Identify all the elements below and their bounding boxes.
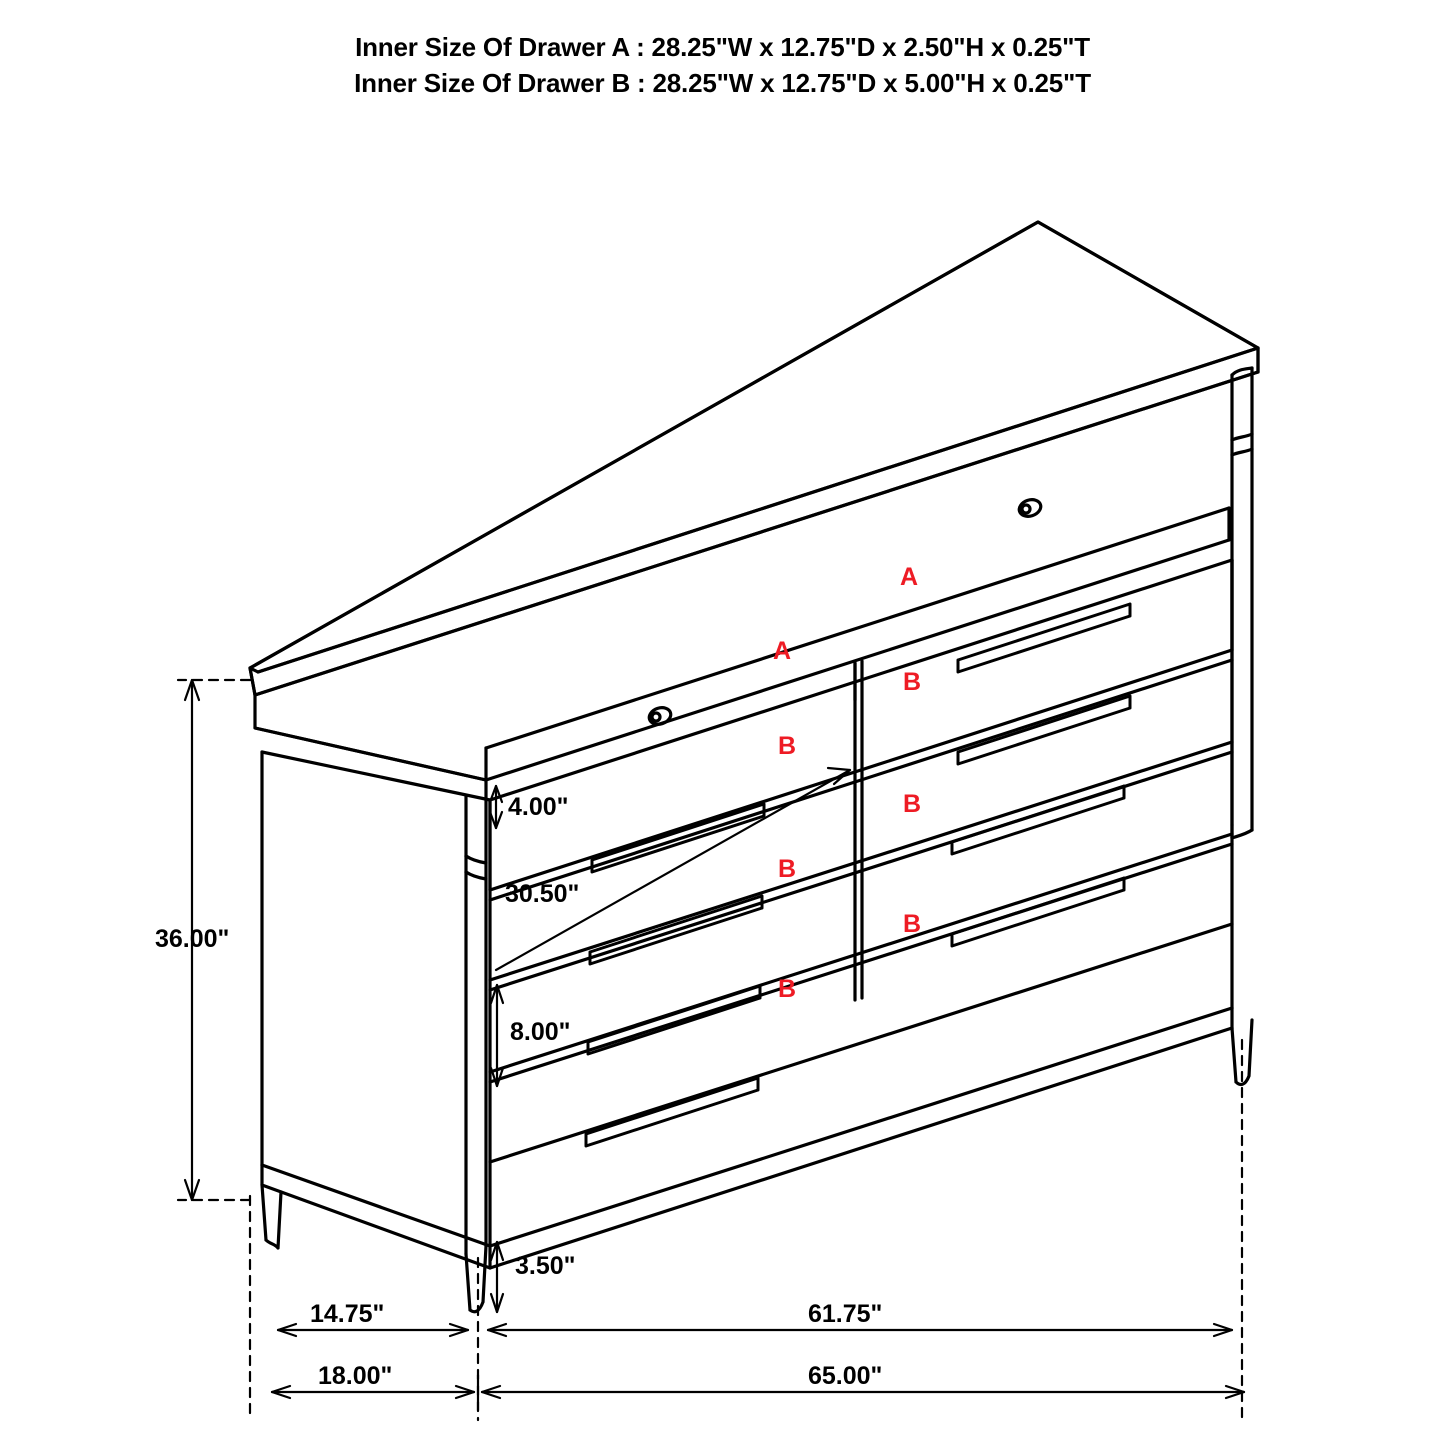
drawer-label-b3: B — [903, 790, 922, 818]
drawer-label-b6: B — [778, 975, 797, 1003]
top-rail — [255, 508, 1229, 780]
bottom-apron — [262, 1008, 1232, 1268]
corner-post-right — [1232, 368, 1252, 838]
drawer-knobs — [647, 497, 1043, 727]
handle-bars — [586, 604, 1130, 1146]
drawer-divisions — [490, 650, 1232, 1162]
drawer-label-b4: B — [778, 855, 797, 883]
drawer-label-a-left: A — [773, 637, 792, 665]
drawer-label-a-right: A — [900, 563, 919, 591]
dim-depth-inner: 14.75" — [310, 1300, 385, 1328]
dim-top-panel-height: 4.00" — [508, 793, 569, 821]
drawer-label-b1: B — [903, 668, 922, 696]
dim-front-height: 30.50" — [505, 880, 580, 908]
dim-depth-outer: 18.00" — [318, 1362, 393, 1390]
dim-leg-height: 3.50" — [515, 1252, 576, 1280]
dim-total-height: 36.00" — [155, 925, 230, 953]
dim-width-outer: 65.00" — [808, 1362, 883, 1390]
drawer-a-spec-line: Inner Size Of Drawer A : 28.25"W x 12.75"D x 2.50"H x 0.25"T — [355, 32, 1090, 62]
dim-width-inner: 61.75" — [808, 1300, 883, 1328]
corner-post-left-front — [466, 780, 486, 1254]
dim-drawer-height: 8.00" — [510, 1018, 571, 1046]
drawer-label-b5: B — [903, 910, 922, 938]
leg-back-left — [262, 1185, 281, 1248]
drawer-label-b2: B — [778, 732, 797, 760]
leg-front-left — [466, 1246, 486, 1312]
drawer-b-spec-line: Inner Size Of Drawer B : 28.25"W x 12.75"D x 5.00"H x 0.25"T — [354, 67, 1091, 98]
case-side-face — [262, 752, 490, 1246]
